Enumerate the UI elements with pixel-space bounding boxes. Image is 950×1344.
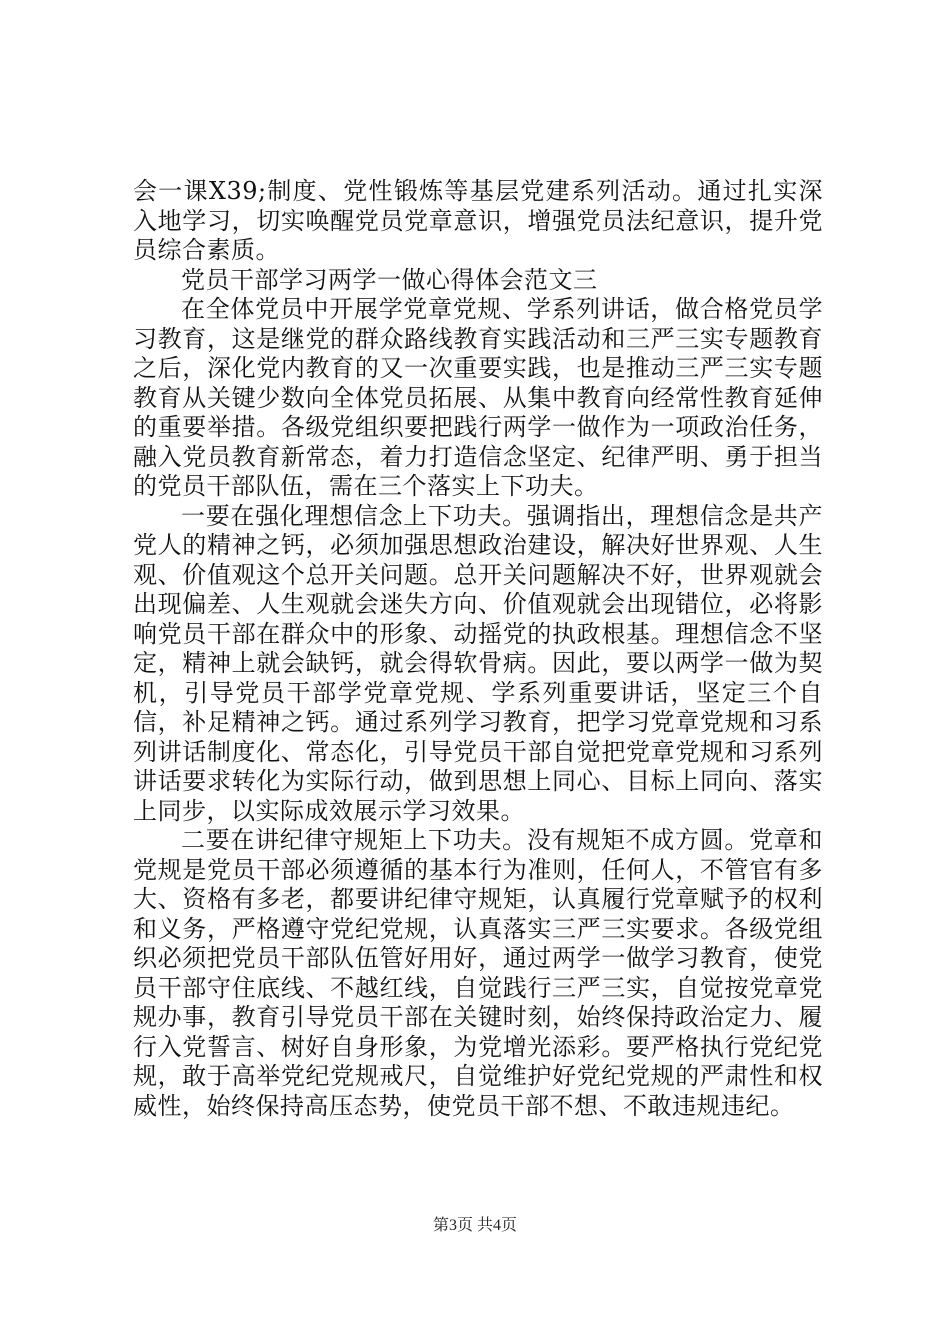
paragraph-intro: 在全体党员中开展学党章党规、学系列讲话，做合格党员学习教育，这是继党的群众路线教育实践活动和三严三实专题教育之后，深化党内教育的又一次重要实践，也是推动三严三实专题教育从关键少数向全体党员拓展、从集中教育向经常性教育延伸的重要举措。各级党组织要把践行两学一做作为一项政治任务，融入党员教育新常态，着力打造信念坚定、纪律严明、勇于担当的党员干部队伍，需在三个落实上下功夫。 — [133, 295, 823, 500]
paragraph-point-one: 一要在强化理想信念上下功夫。强调指出，理想信念是共产党人的精神之钙，必须加强思想政治建设，解决好世界观、人生观、价值观这个总开关问题。总开关问题解决不好，世界观就会出现偏差、人生观就会迷失方向、价值观就会出现错位，必将影响党员干部在群众中的形象、动摇党的执政根基。理想信念不坚定，精神上就会缺钙，就会得软骨病。因此，要以两学一做为契机，引导党员干部学党章党规、学系列重要讲话，坚定三个自信，补足精神之钙。通过系列学习教育，把学习党章党规和习系列讲话制度化、常态化，引导党员干部自觉把党章党规和习系列讲话要求转化为实际行动，做到思想上同心、目标上同向、落实上同步，以实际成效展示学习效果。 — [133, 501, 823, 825]
section-heading: 党员干部学习两学一做心得体会范文三 — [181, 265, 598, 294]
document-body — [133, 177, 823, 1121]
paragraph-point-two: 二要在讲纪律守规矩上下功夫。没有规矩不成方圆。党章和党规是党员干部必须遵循的基本行为准则，任何人，不管官有多大、资格有多老，都要讲纪律守规矩，认真履行党章赋予的权利和义务，严格遵守党纪党规，认真落实三严三实要求。各级党组织必须把党员干部队伍管好用好，通过两学一做学习教育，使党员干部守住底线、不越红线，自觉践行三严三实，自觉按党章党规办事，教育引导党员干部在关键时刻，始终保持政治定力、履行入党誓言、树好自身形象，为党增光添彩。要严格执行党纪党规，敢于高举党纪党规戒尺，自觉维护好党纪党规的严肃性和权威性，始终保持高压态势，使党员干部不想、不敢违规违纪。 — [133, 826, 823, 1120]
page-number-footer: 第3页 共4页 — [432, 1217, 517, 1234]
paragraph-continuation: 会一课X39;制度、党性锻炼等基层党建系列活动。通过扎实深入地学习，切实唤醒党员党章意识，增强党员法纪意识，提升党员综合素质。 — [133, 177, 823, 264]
